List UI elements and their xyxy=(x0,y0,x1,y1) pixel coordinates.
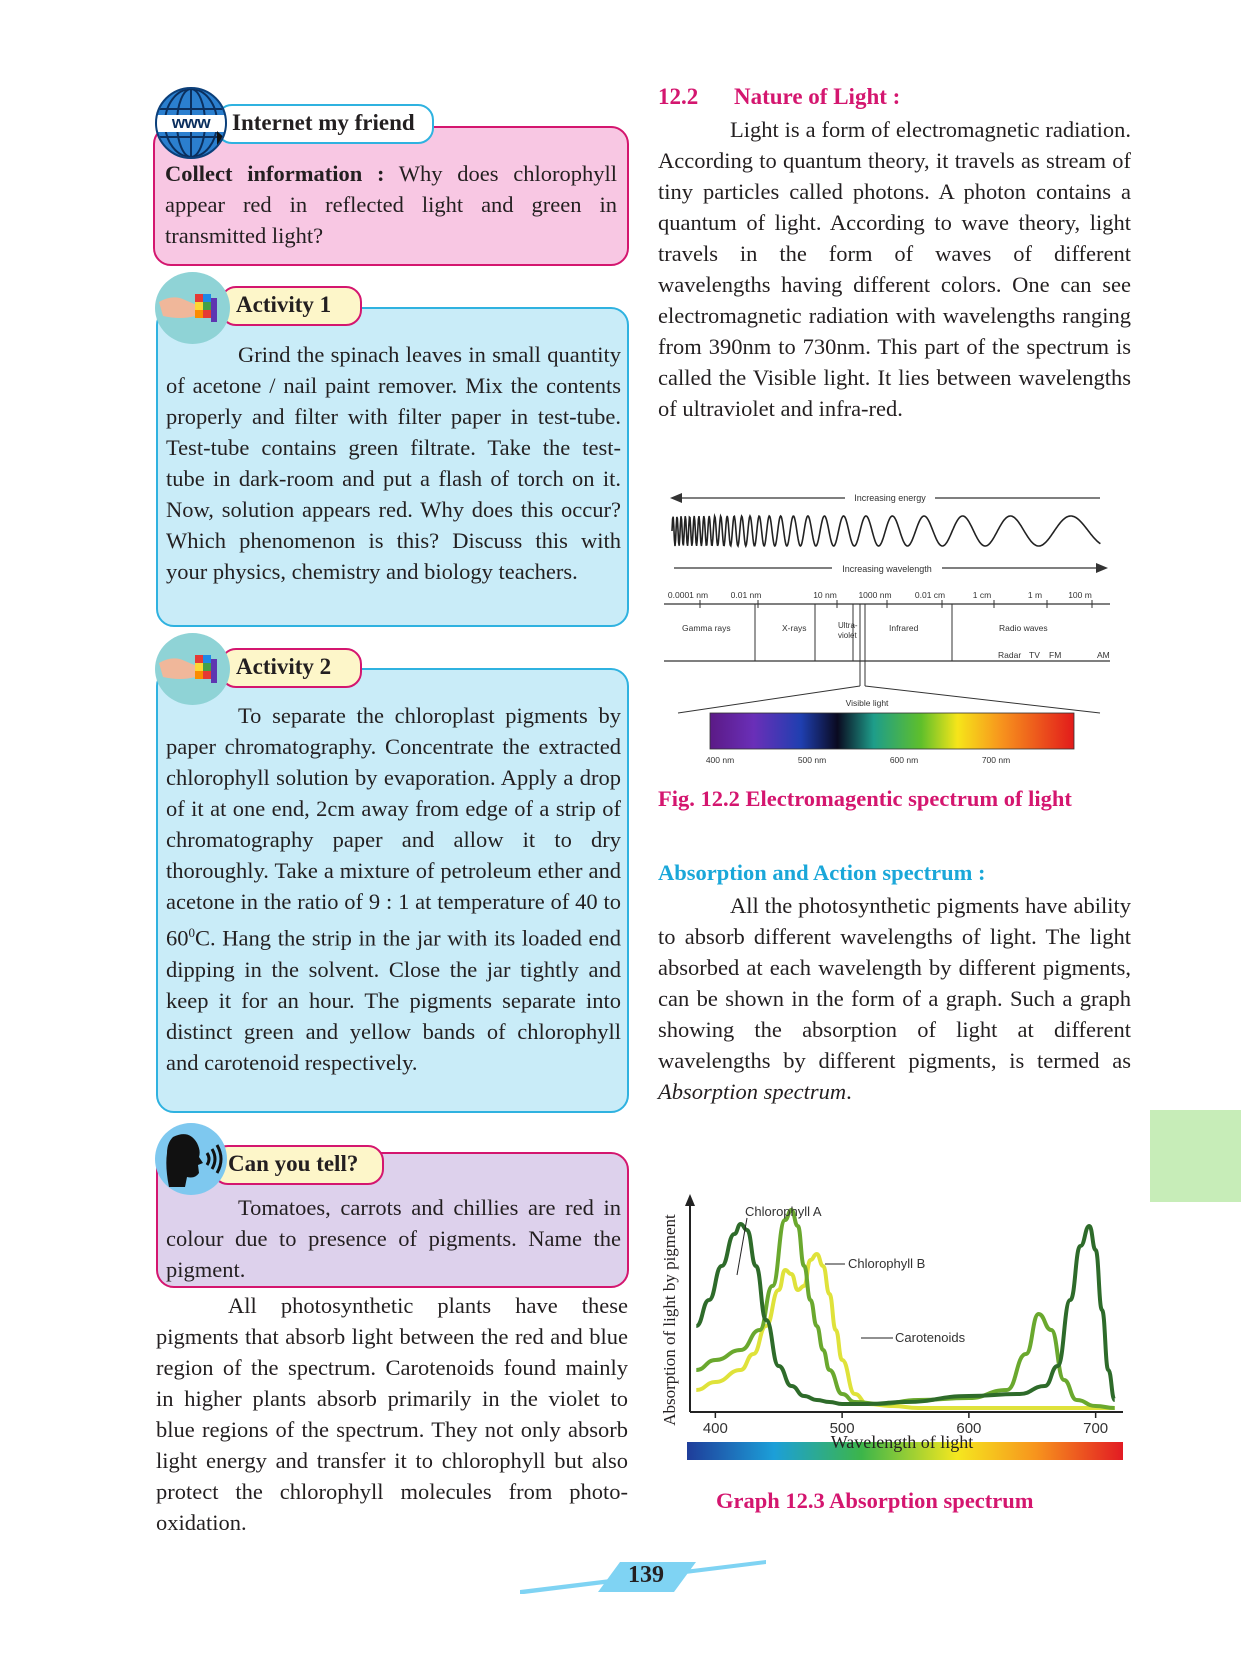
absorption-text-b: . xyxy=(846,1079,852,1104)
section-text: Light is a form of electromagnetic radiation. According to quantum theory, it travels as stream of tiny particles called photons. A photon contains a quantum of light. According to wave theory, light travels in the form of waves of different wavelengths having different colors. One can see electromagnetic radiation with wavelengths ranging from 390nm to 730nm. This part of the spectrum is called the Visible light. It lies between wavelengths of ultraviolet and infra-red. xyxy=(658,117,1131,421)
label-carotenoids: Carotenoids xyxy=(895,1330,966,1345)
visible-light-label: Visible light xyxy=(845,698,889,708)
increasing-energy-label: Increasing energy xyxy=(854,493,926,503)
region-xrays: X-rays xyxy=(782,623,807,633)
label-chlorophyll-a: Chlorophyll A xyxy=(745,1204,822,1219)
graph-caption: Graph 12.3 Absorption spectrum xyxy=(716,1488,1034,1513)
absorption-heading: Absorption and Action spectrum : xyxy=(658,860,986,885)
scale-label: 1 cm xyxy=(972,590,992,600)
region-violet: violet xyxy=(838,631,857,640)
internet-box-text xyxy=(165,158,617,251)
visible-scale-label: 700 nm xyxy=(981,755,1011,765)
left-paragraph: All photosynthetic plants have these pigments that absorb light between the red and blue region of the spectrum. Carotenoids found mainly in higher plants absorb primarily in the violet to blue regions of the spectrum. They not only absorb light energy and transfer it to chlorophyll but also protect the chlorophyll molecules from photo-oxidation. xyxy=(156,1293,628,1535)
activity1-title xyxy=(220,286,362,326)
activity2-text-a: To separate the chloroplast pigments by paper chromatography. Concentrate the extracted chlorophyll solution by evaporation. Apply a drop of it at one end, 2cm away from edge of a strip of chromatography paper and allow it to dry thoroughly. Take a mixture of petroleum ether and acetone in the ratio of 9 : 1 at temperature of 40 to 60 xyxy=(166,703,621,951)
scale-label: 100 m xyxy=(1068,590,1092,600)
region-gamma: Gamma rays xyxy=(682,623,731,633)
x-tick-label: 600 xyxy=(956,1420,982,1437)
band-fm: FM xyxy=(1049,650,1062,660)
activity2-title xyxy=(220,648,362,688)
internet-box-lead: Collect information : xyxy=(165,161,385,186)
visible-scale-label: 500 nm xyxy=(797,755,827,765)
internet-box-title-text: Internet my friend xyxy=(232,110,415,135)
series-line-chlorophyll-a xyxy=(696,1224,1114,1404)
visible-spectrum-bar xyxy=(710,713,1074,749)
em-wave xyxy=(672,516,1100,546)
region-ultra: Ultra- xyxy=(838,621,858,630)
increasing-wavelength-label: Increasing wavelength xyxy=(842,564,932,574)
globe-icon xyxy=(155,87,227,159)
internet-box-body: Why does chlorophyll appear red in reflected light and green in transmitted light? xyxy=(165,161,617,248)
section-number: 12.2 xyxy=(658,84,699,109)
can-you-tell-title-text: Can you tell? xyxy=(228,1151,359,1176)
figure-caption: Fig. 12.2 Electromagentic spectrum of light xyxy=(658,786,1072,811)
region-infrared: Infrared xyxy=(889,623,919,633)
visible-scale-label: 600 nm xyxy=(889,755,919,765)
visible-scale-label: 400 nm xyxy=(705,755,735,765)
chapter-side-tab xyxy=(1150,1110,1241,1202)
degree-sup: 0 xyxy=(188,925,195,940)
page-number-bar xyxy=(520,1558,766,1594)
www-label: www xyxy=(171,113,211,132)
y-axis-label: Absorption of light by pigment xyxy=(660,1214,679,1426)
absorption-graph xyxy=(655,1180,1125,1465)
absorption-text-a: All the photosynthetic pigments have ability to absorb different wavelengths of light. The light absorbed at each wavelength by different pigments, can be shown in the form of a graph. Such a graph showing the absorption of light at different wavelengths by different pigments, is termed as xyxy=(658,893,1131,1073)
page-number: 139 xyxy=(628,1562,664,1588)
scale-label: 1 m xyxy=(1027,590,1043,600)
x-tick-label: 700 xyxy=(1083,1420,1109,1437)
scale-label: 0.01 nm xyxy=(730,590,762,600)
absorption-text xyxy=(658,890,1131,1107)
activity2-title-text: Activity 2 xyxy=(236,654,332,679)
em-spectrum-figure xyxy=(660,486,1114,776)
internet-box-title xyxy=(216,104,434,144)
label-chlorophyll-b: Chlorophyll B xyxy=(848,1256,926,1271)
x-tick-label: 500 xyxy=(829,1420,855,1437)
activity-hand-icon xyxy=(155,272,230,344)
section-heading xyxy=(658,82,900,112)
activity1-box xyxy=(156,307,629,627)
speaking-head-icon xyxy=(155,1123,227,1195)
activity1-text: Grind the spinach leaves in small quantity of acetone / nail paint remover. Mix the contents properly and filter with filter paper in test-tube. Test-tube contains green filtrate. Take the test-tube in dark-room and put a flash of torch on it. Now, solution appears red. Why does this occur? Which phenomenon is this? Discuss this with your physics, chemistry and biology teachers. xyxy=(166,342,621,584)
scale-label: 0.01 cm xyxy=(914,590,946,600)
activity2-text-b: C. Hang the strip in the jar with its loaded end dipping in the solvent. Close the jar tightly and keep it for an hour. The pigments separate into distinct green and yellow bands of chlorophyll and carotenoid respectively. xyxy=(166,925,621,1075)
x-axis-label: Wavelength of light xyxy=(830,1432,974,1452)
region-radio: Radio waves xyxy=(999,623,1048,633)
band-radar: Radar xyxy=(998,650,1022,660)
absorption-term: Absorption spectrum xyxy=(658,1079,847,1104)
scale-label: 1000 nm xyxy=(858,590,892,600)
activity1-title-text: Activity 1 xyxy=(236,292,332,317)
band-am: AM xyxy=(1097,650,1110,660)
activity-hand-icon xyxy=(155,633,230,705)
can-you-tell-title xyxy=(212,1145,384,1185)
section-title: Nature of Light : xyxy=(734,84,901,109)
scale-label: 0.0001 nm xyxy=(667,590,709,600)
activity2-box xyxy=(156,668,629,1113)
activity2-text xyxy=(166,700,621,1078)
band-tv: TV xyxy=(1029,650,1040,660)
scale-label: 10 nm xyxy=(813,590,837,600)
x-tick-label: 400 xyxy=(702,1420,728,1437)
can-you-tell-text: Tomatoes, carrots and chillies are red in colour due to presence of pigments. Name the pigment. xyxy=(166,1195,621,1282)
